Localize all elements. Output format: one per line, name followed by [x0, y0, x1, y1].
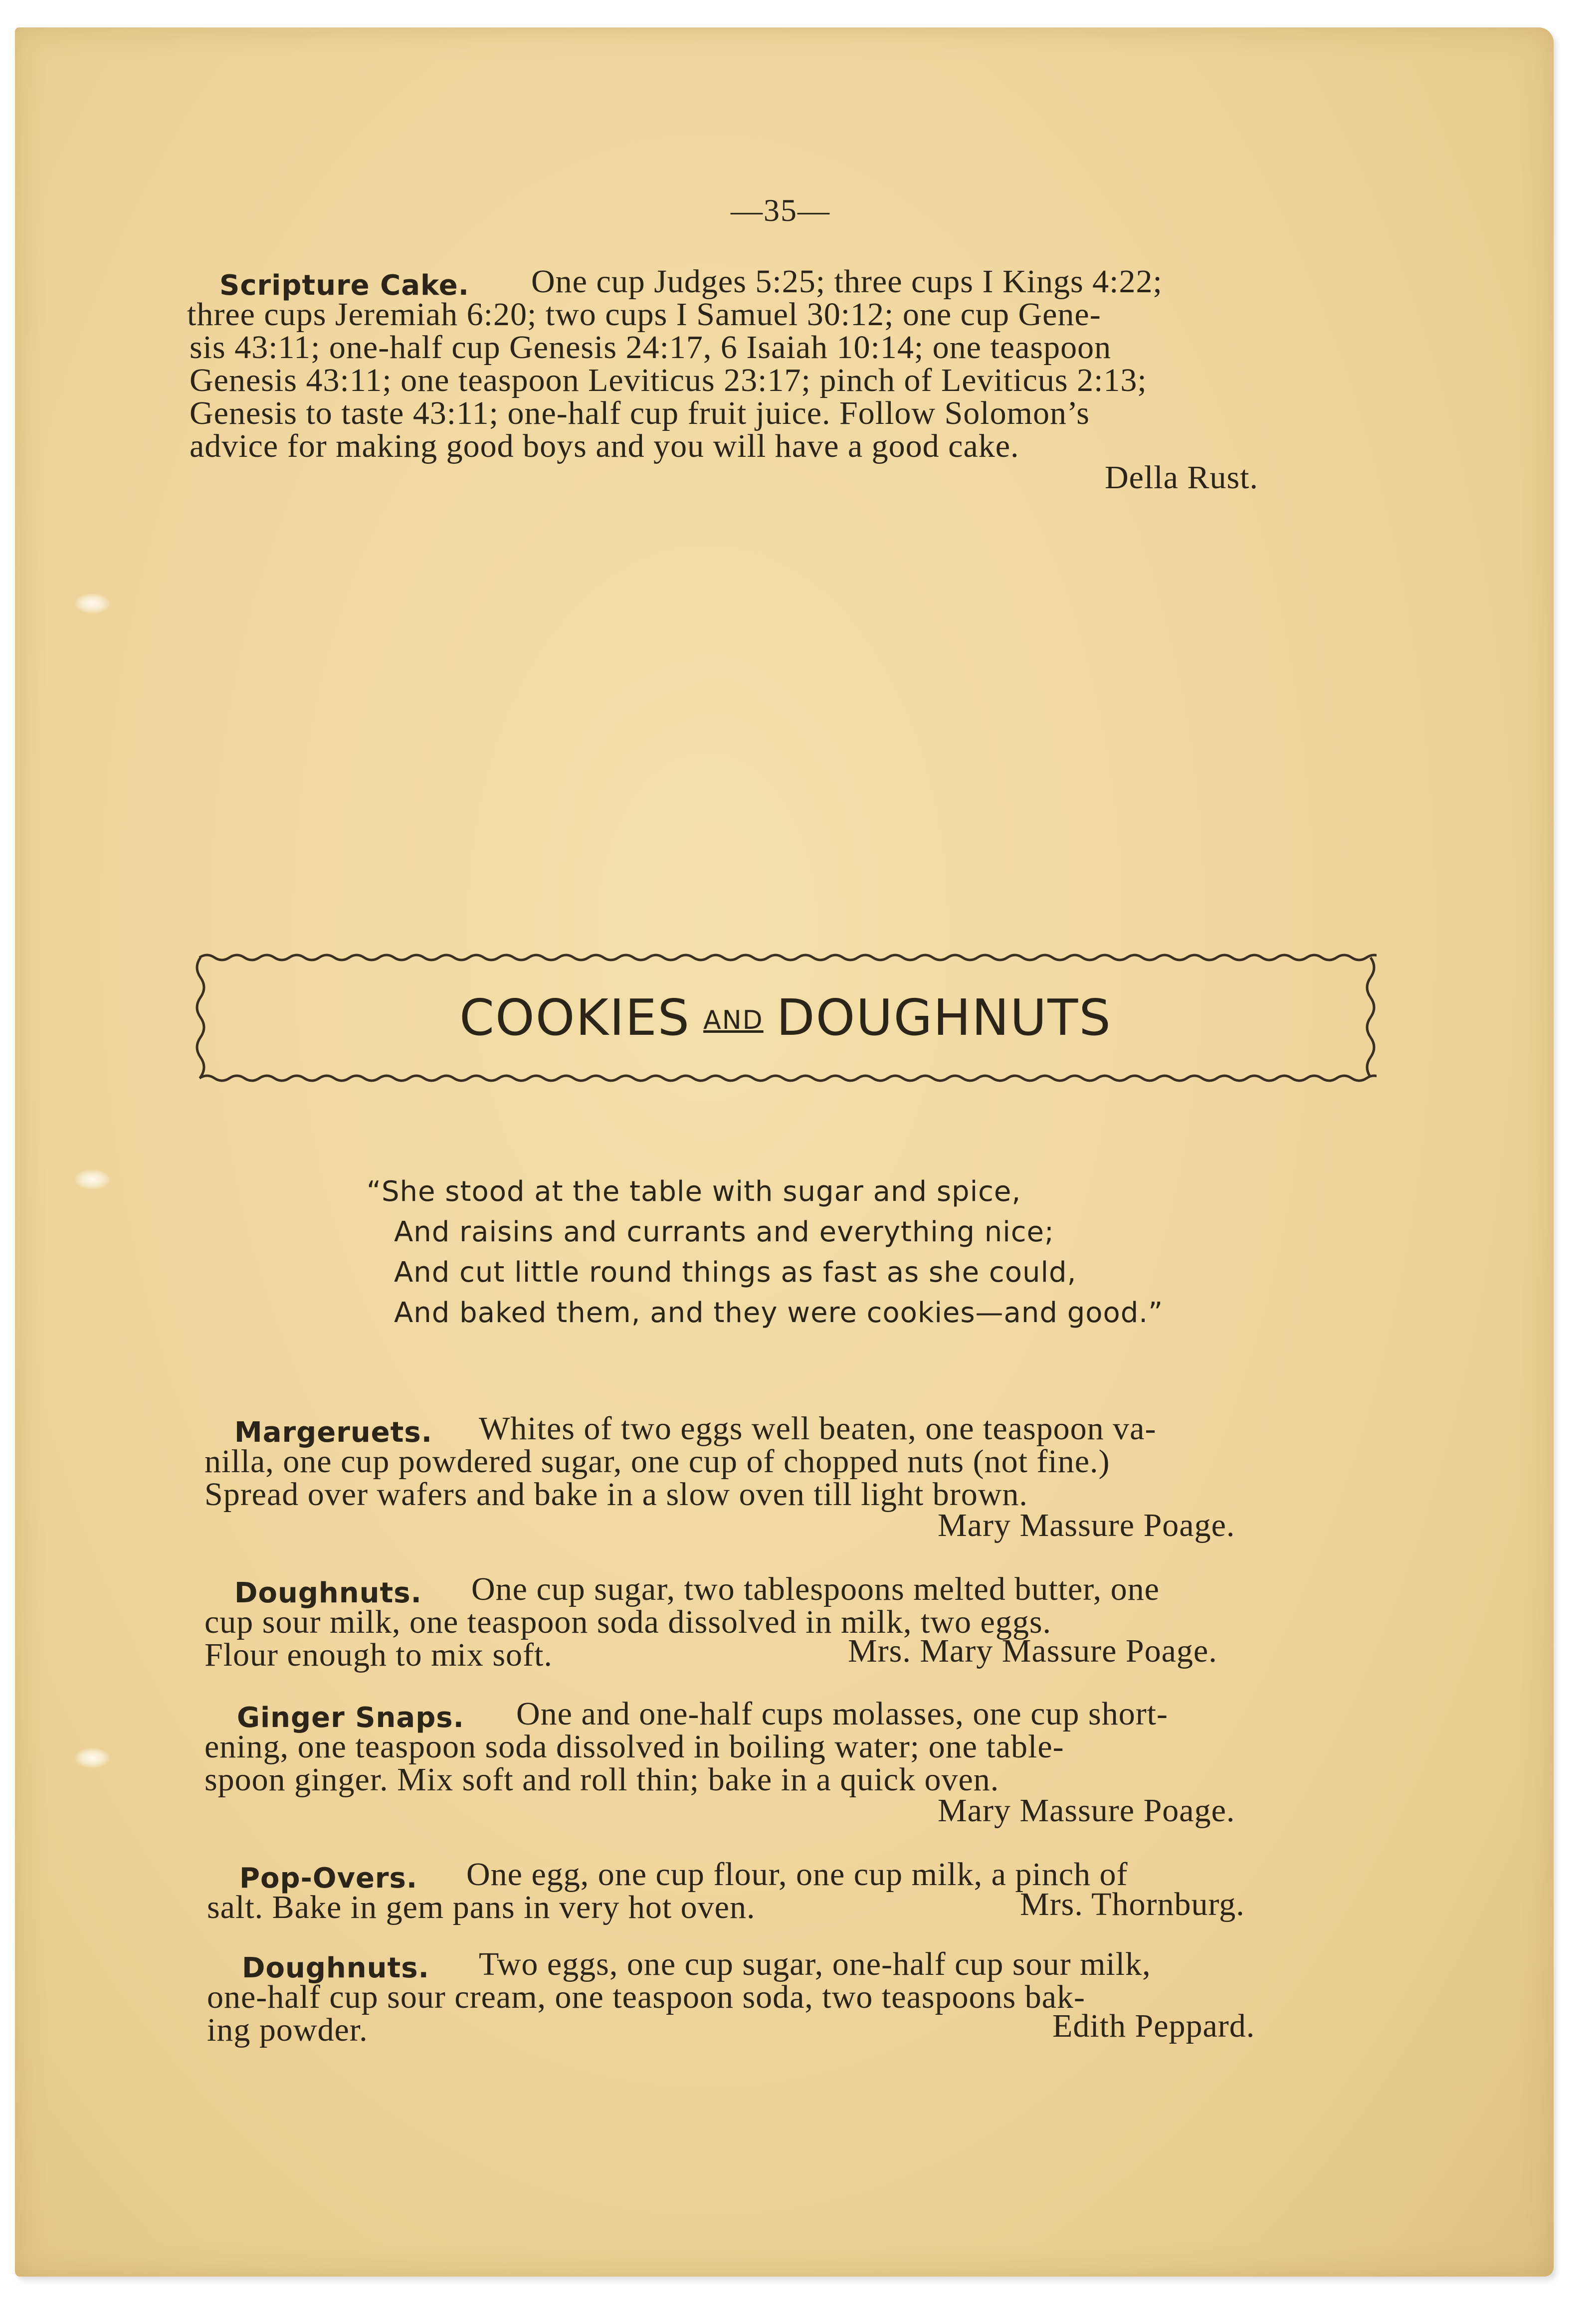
recipe-line: nilla, one cup powdered sugar, one cup of chopped nuts (not fine.): [204, 1443, 1110, 1480]
heading-word-doughnuts: DOUGHNUTS: [776, 988, 1112, 1047]
recipe-title: Doughnuts.: [234, 1577, 422, 1609]
recipe-title: Doughnuts.: [242, 1952, 429, 1984]
recipe-line: spoon ginger. Mix soft and roll thin; bake in a quick oven.: [204, 1761, 999, 1798]
binding-hole-1: [75, 593, 110, 613]
binding-hole-3: [75, 1748, 110, 1768]
recipe-author: Della Rust.: [1105, 459, 1258, 496]
recipe-line: Genesis to taste 43:11; one-half cup fruit juice. Follow Solomon’s: [190, 395, 1090, 431]
recipe-title: Ginger Snaps.: [237, 1702, 464, 1734]
section-heading-box: [195, 948, 1377, 1087]
recipe-title: Margeruets.: [234, 1416, 433, 1449]
poem-line: “She stood at the table with sugar and spice,: [367, 1175, 1021, 1208]
recipe-line: advice for making good boys and you will have a good cake.: [190, 428, 1019, 464]
recipe-line: three cups Jeremiah 6:20; two cups I Samuel 30:12; one cup Gene-: [187, 296, 1101, 333]
recipe-author: Edith Peppard.: [1052, 2008, 1255, 2044]
recipe-line: salt. Bake in gem pans in very hot oven.: [207, 1889, 756, 1925]
recipe-line: one-half cup sour cream, one teaspoon soda, two teaspoons bak-: [207, 1979, 1085, 2015]
heading-word-and: AND: [703, 1005, 764, 1035]
poem-line: And raisins and currants and everything nice;: [394, 1216, 1054, 1248]
recipe-author: Mrs. Thornburg.: [1020, 1886, 1245, 1922]
recipe-line: Spread over wafers and bake in a slow oven till light brown.: [204, 1476, 1028, 1513]
recipe-line: cup sour milk, one teaspoon soda dissolved in milk, two eggs.: [204, 1604, 1052, 1640]
binding-hole-2: [75, 1169, 110, 1189]
page-number: —35—: [731, 192, 830, 228]
section-heading: [195, 948, 1377, 1087]
recipe-line: Genesis 43:11; one teaspoon Leviticus 23:17; pinch of Leviticus 2:13;: [190, 362, 1147, 398]
heading-word-cookies: COOKIES: [459, 988, 691, 1047]
recipe-title: Scripture Cake.: [219, 269, 470, 302]
recipe-author: Mary Massure Poage.: [938, 1507, 1235, 1543]
recipe-line: One cup sugar, two tablespoons melted butter, one: [471, 1571, 1160, 1607]
recipe-line: One egg, one cup flour, one cup milk, a pinch of: [466, 1856, 1128, 1893]
recipe-author: Mary Massure Poage.: [938, 1792, 1235, 1829]
recipe-line: One and one-half cups molasses, one cup short-: [516, 1696, 1168, 1732]
recipe-title: Pop-Overs.: [239, 1862, 418, 1895]
recipe-line: Flour enough to mix soft.: [204, 1637, 553, 1673]
recipe-line: One cup Judges 5:25; three cups I Kings 4:22;: [531, 263, 1163, 300]
recipe-line: Whites of two eggs well beaten, one teaspoon va-: [479, 1410, 1157, 1447]
recipe-author: Mrs. Mary Massure Poage.: [848, 1633, 1217, 1669]
poem-line: And cut little round things as fast as she could,: [394, 1256, 1077, 1289]
recipe-line: ing powder.: [207, 2012, 368, 2048]
recipe-line: sis 43:11; one-half cup Genesis 24:17, 6 Isaiah 10:14; one teaspoon: [190, 329, 1112, 366]
recipe-line: Two eggs, one cup sugar, one-half cup sour milk,: [479, 1946, 1151, 1982]
recipe-line: ening, one teaspoon soda dissolved in boiling water; one table-: [204, 1728, 1064, 1765]
poem-line: And baked them, and they were cookies—and good.”: [394, 1297, 1164, 1329]
